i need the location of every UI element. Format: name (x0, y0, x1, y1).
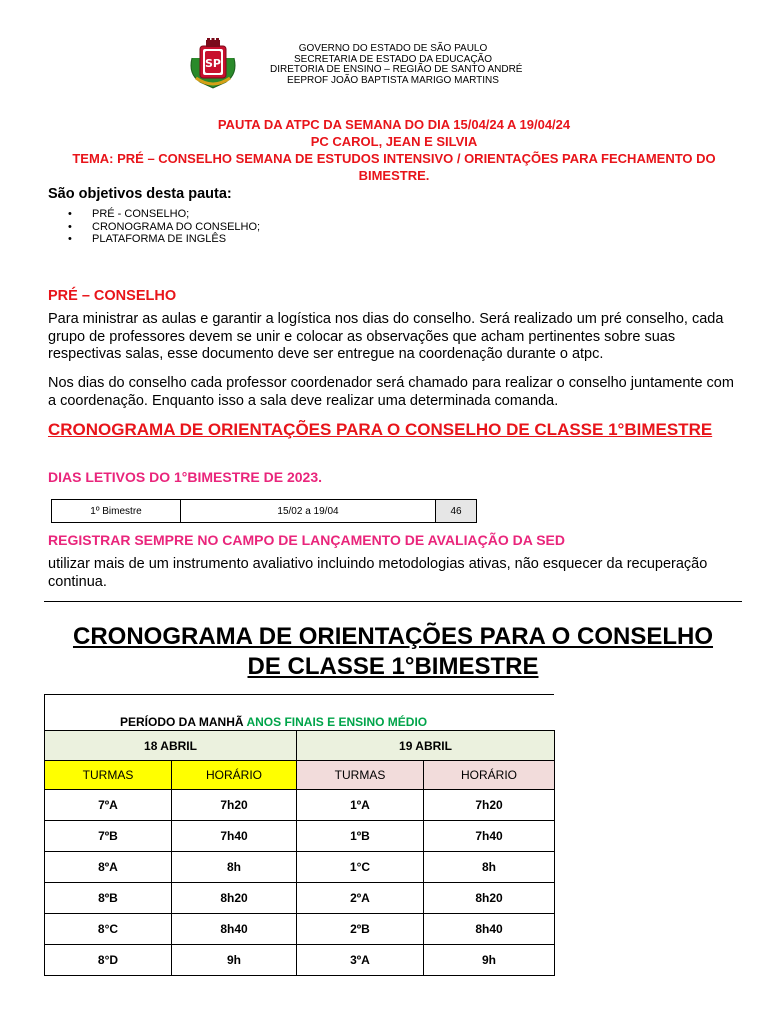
pauta-line-3: TEMA: PRÉ – CONSELHO SEMANA DE ESTUDOS INTENSIVO / ORIENTAÇÕES PARA FECHAMENTO DO BIMESTRE. (72, 151, 716, 183)
pauta-line-1: PAUTA DA ATPC DA SEMANA DO DIA 15/04/24 A 19/04/24 (217, 117, 571, 132)
bimestre-cell: 1º Bimestre (52, 500, 181, 523)
registrar-text: utilizar mais de um instrumento avaliativo incluindo metodologias ativas, não esquecer da recuperação continua. (48, 556, 708, 590)
schedule-table (44, 730, 555, 976)
pauta-heading (48, 116, 740, 184)
sao-paulo-coat-of-arms-logo (186, 38, 240, 90)
periodo-label (120, 715, 427, 729)
table-cell: 8h20 (172, 883, 297, 914)
horario-header-2: HORÁRIO (424, 761, 555, 790)
dias-cell: 46 (436, 500, 477, 523)
list-item: • PLATAFORMA DE INGLÊS (48, 233, 260, 246)
table-row (45, 731, 555, 761)
table-cell: 9h (172, 945, 297, 976)
table-row (45, 852, 555, 883)
institution-line-3: DIRETORIA DE ENSINO – REGIÃO DE SANTO ANDRÉ (270, 64, 523, 75)
list-item: • CRONOGRAMA DO CONSELHO; (48, 221, 260, 234)
divider (44, 601, 742, 602)
logo-lettering: SP (205, 57, 221, 70)
institution-line-2: SECRETARIA DE ESTADO DA EDUCAÇÃO (293, 53, 492, 65)
table-cell: 7h40 (172, 821, 297, 852)
institution-line-1: GOVERNO DO ESTADO DE SÃO PAULO (298, 43, 488, 54)
cronograma-subheading: CRONOGRAMA DE ORIENTAÇÕES PARA O CONSELHO DE CLASSE 1°BIMESTRE (48, 420, 713, 439)
list-item: • PRÉ - CONSELHO; (48, 208, 260, 221)
pauta-line-2: PC CAROL, JEAN E SILVIA (310, 134, 478, 149)
turmas-header-1: TURMAS (45, 761, 172, 790)
table-cell: 8h (172, 852, 297, 883)
table-cell: 8ºB (45, 883, 172, 914)
cronograma-heading-line-2: DE CLASSE 1°BIMESTRE (247, 653, 539, 680)
table-cell: 2ºB (297, 914, 424, 945)
table-cell: 1°C (297, 852, 424, 883)
table-row (45, 945, 555, 976)
day-2-header: 19 ABRIL (297, 731, 555, 761)
table-cell: 8h40 (424, 914, 555, 945)
table-cell: 1ºA (297, 790, 424, 821)
turmas-header-2: TURMAS (297, 761, 424, 790)
periodo-cell: 15/02 a 19/04 (181, 500, 436, 523)
periodo-text: PERÍODO DA MANHÃ (120, 715, 244, 729)
table-row (45, 761, 555, 790)
table-cell: 1ºB (297, 821, 424, 852)
table-cell: 8h40 (172, 914, 297, 945)
objectives-title: São objetivos desta pauta: (48, 186, 232, 202)
table-cell: 9h (424, 945, 555, 976)
cronograma-heading-line-1: CRONOGRAMA DE ORIENTAÇÕES PARA O CONSELHO (72, 623, 714, 650)
cronograma-heading (44, 622, 742, 682)
objectives-list (48, 208, 260, 246)
table-cell: 7h40 (424, 821, 555, 852)
table-row (45, 821, 555, 852)
horario-header-1: HORÁRIO (172, 761, 297, 790)
table-cell: 8h (424, 852, 555, 883)
table-row (45, 790, 555, 821)
table-row (45, 883, 555, 914)
table-cell: 8h20 (424, 883, 555, 914)
table-row (45, 914, 555, 945)
table-cell: 7ºB (45, 821, 172, 852)
table-cell: 7h20 (424, 790, 555, 821)
table-cell: 2ºA (297, 883, 424, 914)
table-cell: 7ºA (45, 790, 172, 821)
table-row (52, 500, 477, 523)
day-1-header: 18 ABRIL (45, 731, 297, 761)
table-cell: 7h20 (172, 790, 297, 821)
table-cell: 3ºA (297, 945, 424, 976)
pre-conselho-paragraph-2: Nos dias do conselho cada professor coordenador será chamado para realizar o conselho juntamente com a coordenação. Enquanto isso a sala deve realizar uma determinada comanda. (48, 375, 734, 409)
periodo-highlight: ANOS FINAIS E ENSINO MÉDIO (246, 715, 428, 729)
bimestre-table (51, 499, 477, 523)
table-cell: 8°D (45, 945, 172, 976)
registrar-title: REGISTRAR SEMPRE NO CAMPO DE LANÇAMENTO DE AVALIAÇÃO DA SED (48, 532, 565, 548)
pre-conselho-paragraph-1: Para ministrar as aulas e garantir a logística nos dias do conselho. Será realizado um pré conselho, cada grupo de professores devem se unir e colocar as observações que acham pertinentes sobre suas respectivas salas, esse documento deve ser entregue na coordenação durante o atpc. (48, 311, 724, 362)
table-cell: 8ºA (45, 852, 172, 883)
pre-conselho-title: PRÉ – CONSELHO (48, 288, 177, 304)
table-cell: 8°C (45, 914, 172, 945)
table-left-border (44, 694, 45, 730)
dias-letivos-title: DIAS LETIVOS DO 1°BIMESTRE DE 2023. (48, 469, 322, 485)
institution-line-4: EEPROF JOÃO BAPTISTA MARIGO MARTINS (287, 74, 499, 86)
institution-header (270, 43, 523, 86)
table-top-border (44, 694, 554, 695)
